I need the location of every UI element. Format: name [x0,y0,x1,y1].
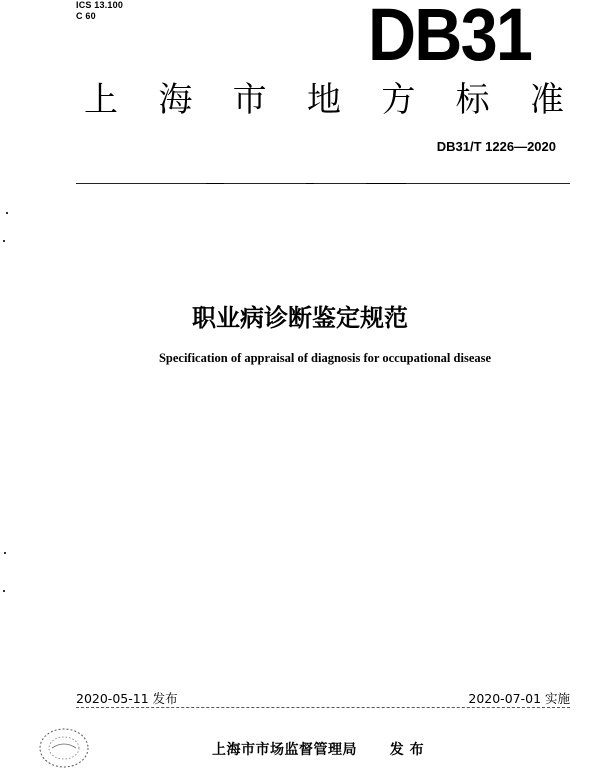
rule-tick [206,183,224,185]
category-char: 市 [232,80,267,120]
scan-artifact [4,552,6,554]
scan-artifact [6,212,8,214]
standard-category [84,80,564,120]
publish-date: 2020-05-11 发布 [76,691,178,706]
seal-stamp-icon [36,724,92,772]
document-title-cn: 职业病诊断鉴定规范 [192,304,408,332]
standard-code: DB31/T 1226—2020 [436,139,556,154]
header-divider [76,183,570,184]
category-char: 方 [381,80,416,120]
footer-divider [76,707,570,708]
category-char: 海 [158,80,193,120]
db31-logo: DB31 [368,0,532,76]
issuer-name: 上海市市场监督管理局 [212,742,357,758]
category-char: 标 [455,80,490,120]
implement-date: 2020-07-01 实施 [468,691,570,706]
classification-codes [76,0,123,22]
ccs-code: C 60 [76,11,96,21]
scan-artifact [3,590,5,592]
document-title-en: Specification of appraisal of diagnosis for occupational disease [158,351,492,365]
scan-artifact [3,240,5,242]
category-char: 上 [84,80,118,120]
rule-tick [366,183,406,185]
category-char: 地 [306,80,341,120]
rule-tick [306,183,314,185]
ics-code: ICS 13.100 [76,0,124,10]
issuer-action: 发 布 [389,742,425,758]
category-char: 准 [529,80,564,120]
issuer [212,739,424,759]
